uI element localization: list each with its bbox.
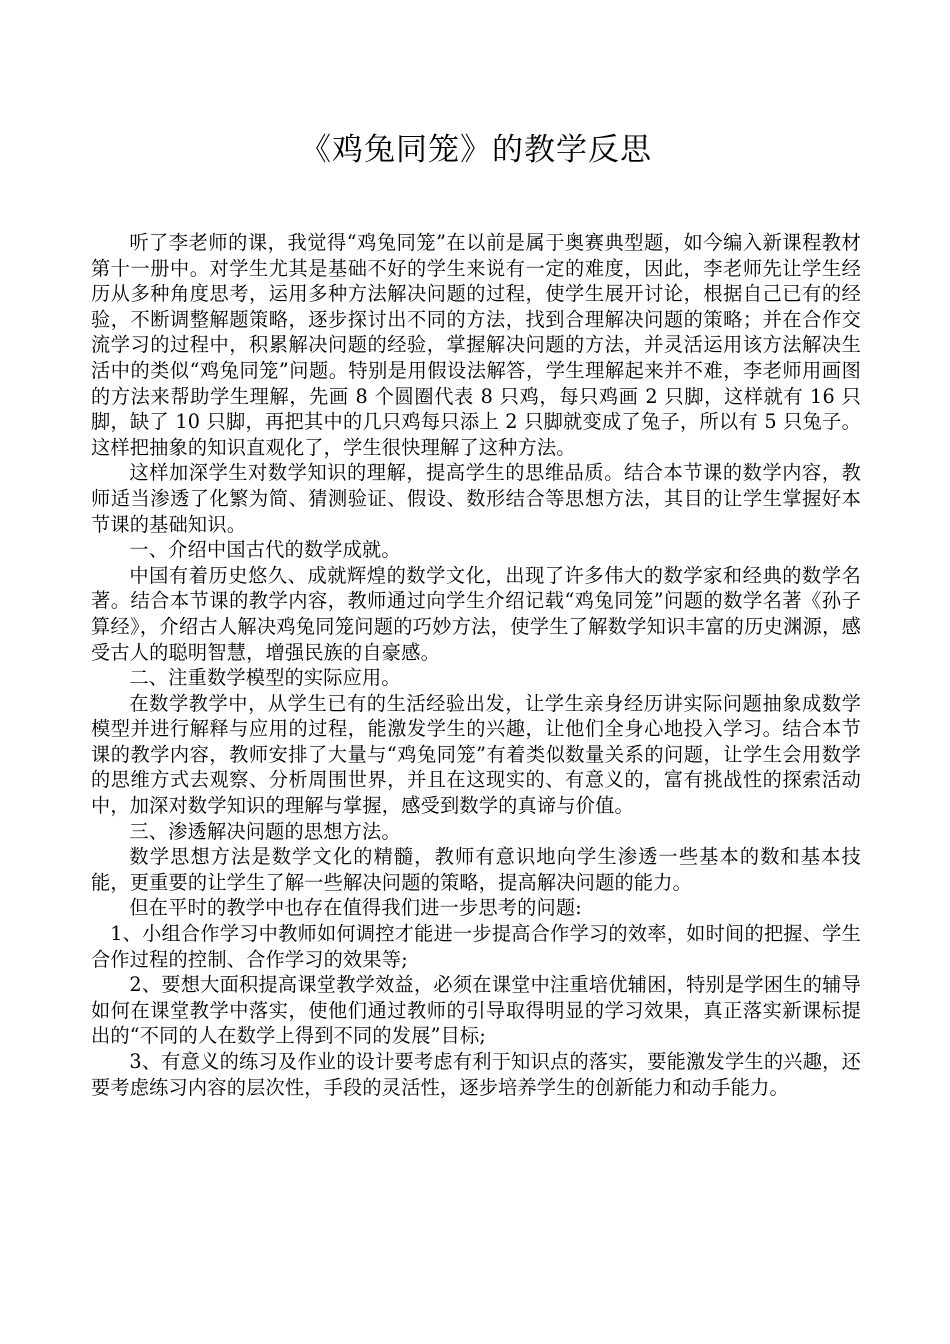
paragraph-ancient-math: 中国有着历史悠久、成就辉煌的数学文化，出现了许多伟大的数学家和经典的数学名著。结合本节课的教学内容，教师通过向学生介绍记载“鸡兔同笼”问题的数学名著《孙子算经》，介绍古人解决鸡兔同笼问题的巧妙方法，使学生了解数学知识丰富的历史渊源，感受古人的聪明智慧，增强民族的自豪感。 [91, 563, 861, 664]
issue-item-2: 2、要想大面积提高课堂教学效益，必须在课堂中注重培优辅困，特别是学困生的辅导如何在课堂教学中落实，使他们通过教师的引导取得明显的学习效果，真正落实新课标提出的“不同的人在数学上得到不同的发展”目标; [91, 973, 861, 1048]
section-heading-ancient-math: 一、介绍中国古代的数学成就。 [129, 538, 401, 562]
section-heading-math-model: 二、注重数学模型的实际应用。 [129, 666, 401, 690]
paragraph-thinking-quality: 这样加深学生对数学知识的理解，提高学生的思维品质。结合本节课的数学内容，教师适当渗透了化繁为简、猜测验证、假设、数形结合等思想方法，其目的让学生掌握好本节课的基础知识。 [91, 461, 861, 536]
issue-item-1: 1、小组合作学习中教师如何调控才能进一步提高合作学习的效率，如时间的把握、学生合作过程的控制、合作学习的效果等; [91, 922, 861, 971]
paragraph-math-model: 在数学教学中，从学生已有的生活经验出发，让学生亲身经历讲实际问题抽象成数学模型并进行解释与应用的过程，能激发学生的兴趣，让他们全身心地投入学习。结合本节课的教学内容，教师安排了大量与“鸡兔同笼”有着类似数量关系的问题，让学生会用数学的思维方式去观察、分析周围世界，并且在这现实的、有意义的，富有挑战性的探索活动中，加深对数学知识的理解与掌握，感受到数学的真谛与价值。 [91, 691, 861, 818]
section-heading-thinking-methods: 三、渗透解决问题的思想方法。 [129, 819, 401, 843]
document-body [91, 230, 861, 1100]
paragraph-intro: 听了李老师的课，我觉得“鸡兔同笼”在以前是属于奥赛典型题，如今编入新课程教材第十一册中。对学生尤其是基础不好的学生来说有一定的难度，因此，李老师先让学生经历从多种角度思考，运用多种方法解决问题的过程，使学生展开讨论，根据自己已有的经验，不断调整解题策略，逐步探讨出不同的方法，找到合理解决问题的策略；并在合作交流学习的过程中，积累解决问题的经验，掌握解决问题的方法，并灵活运用该方法解决生活中的类似“鸡兔同笼”问题。特别是用假设法解答，学生理解起来并不难，李老师用画图的方法来帮助学生理解，先画 8 个圆圈代表 8 只鸡，每只鸡画 2 只脚，这样就有 16 只脚，缺了 10 只脚，再把其中的几只鸡每只添上 2 只脚就变成了兔子，所以有 5 只兔子。这样把抽象的知识直观化了，学生很快理解了这种方法。 [91, 231, 861, 459]
document-page [91, 128, 861, 1100]
issue-item-3: 3、有意义的练习及作业的设计要考虑有利于知识点的落实，要能激发学生的兴趣，还要考虑练习内容的层次性，手段的灵活性，逐步培养学生的创新能力和动手能力。 [91, 1050, 861, 1099]
paragraph-issues-intro: 但在平时的教学中也存在值得我们进一步思考的问题: [129, 896, 582, 920]
document-title: 《鸡兔同笼》的教学反思 [300, 132, 652, 168]
paragraph-thinking-methods: 数学思想方法是数学文化的精髓，教师有意识地向学生渗透一些基本的数和基本技能，更重要的让学生了解一些解决问题的策略，提高解决问题的能力。 [91, 845, 861, 894]
